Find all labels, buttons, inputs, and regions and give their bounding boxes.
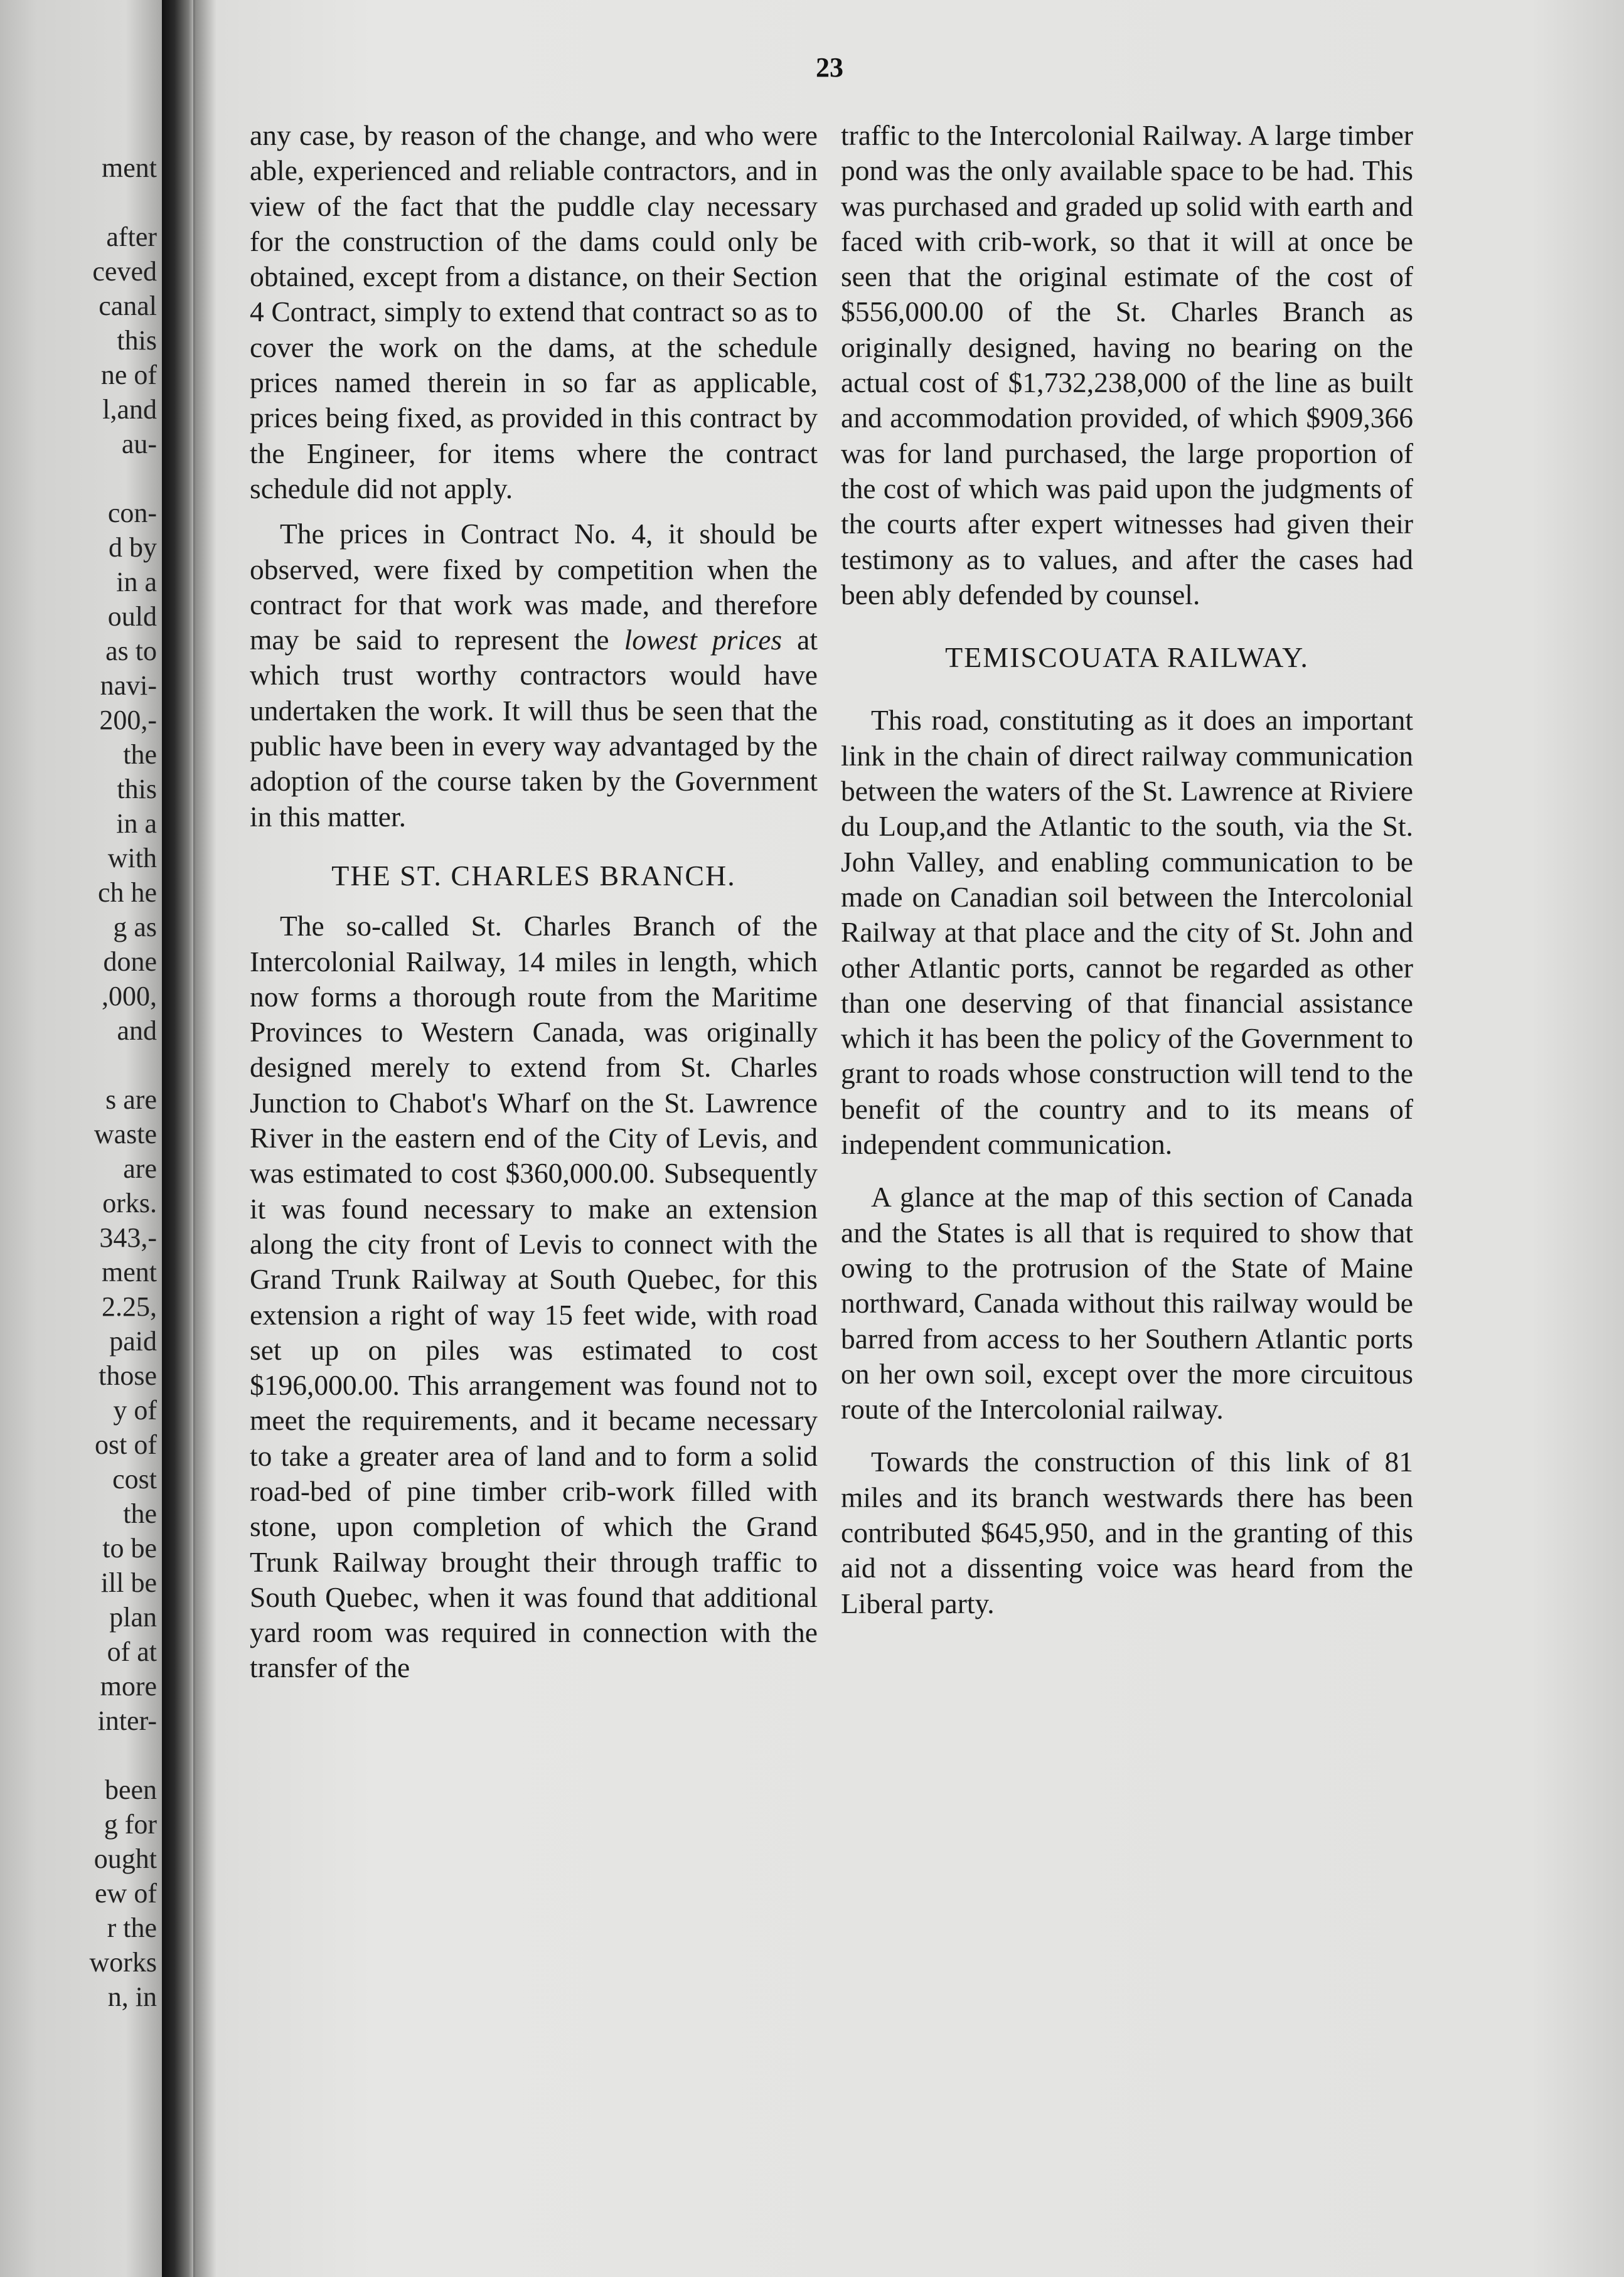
text-run: at which trust worthy contractors would have undertaken the work. It will thus be seen that the public have been in every way advantaged by the adoption of the course taken by the Government in this matter.	[250, 624, 818, 833]
margin-fragment: more	[100, 1671, 157, 1702]
margin-fragment	[0, 185, 157, 220]
margin-fragment: ought	[93, 1843, 157, 1874]
section-heading: TEMISCOUATA RAILWAY.	[945, 641, 1309, 674]
paragraph: A glance at the map of this section of Canada and the States is all that is required to show that owing to the protrusion of the State of Maine northward, Canada without this railway would be barred from access to her Southern Atlantic ports on her own soil, except over the more circuitous route of the Intercolonial railway.	[841, 1181, 1413, 1426]
margin-fragment: 200,-	[99, 705, 157, 735]
margin-fragment: this	[117, 774, 157, 804]
margin-fragment: after	[106, 221, 157, 252]
margin-fragment: to be	[102, 1533, 157, 1564]
italic-text: lowest prices	[624, 624, 783, 656]
margin-fragment: ment	[102, 152, 157, 183]
margin-fragment: y of	[113, 1395, 157, 1426]
margin-fragment: the	[123, 739, 157, 770]
margin-fragment: waste	[93, 1119, 157, 1149]
margin-fragment: and	[117, 1015, 157, 1046]
margin-fragment: with	[107, 843, 157, 873]
book-spine-gutter	[162, 0, 193, 2277]
margin-fragment: paid	[109, 1326, 157, 1357]
margin-fragment: ne of	[100, 360, 157, 390]
margin-fragment	[0, 1738, 157, 1773]
margin-fragment	[0, 461, 157, 496]
paragraph: Towards the construction of this link of 81 miles and its branch westwards there has been contributed $645,950, and in the granting of this aid not a dissenting voice was heard from the Liberal party.	[841, 1446, 1413, 1619]
margin-fragment: ceved	[92, 256, 157, 287]
margin-fragment: ew of	[95, 1878, 157, 1909]
margin-fragment: inter-	[97, 1705, 157, 1736]
margin-fragment: d by	[109, 532, 157, 563]
margin-fragment: works	[89, 1947, 157, 1978]
paragraph: any case, by reason of the change, and who were able, experienced and reliable contractors, and in view of the fact that the puddle clay necessary for the construction of the dams could only be obtained, except from a distance, on their Section 4 Contract, simply to extend that contract so as to cover the work on the dams, at the schedule prices named therein in so far as applicable, prices being fixed, as provided in this contract by the Engineer, for items where the contract schedule did not apply.	[250, 119, 818, 504]
margin-fragment: the	[123, 1498, 157, 1529]
left-column	[250, 118, 818, 1686]
margin-fragment: of at	[107, 1636, 157, 1667]
margin-fragment: orks.	[102, 1188, 157, 1218]
margin-fragment: are	[123, 1153, 157, 1184]
margin-fragment: plan	[109, 1602, 157, 1633]
paragraph: The so-called St. Charles Branch of the Intercolonial Railway, 14 miles in length, which now forms a thorough route from the Maritime Provinces to Western Canada, was originally designed merely to extend from St. Charles Junction to Chabot's Wharf on the St. Lawrence River in the eastern end of the City of Levis, and was estimated to cost $360,000.00. Subsequently it was found necessary to make an extension along the city front of Levis to connect with the Grand Trunk Railway at South Quebec, for this extension a right of way 15 feet wide, with road set up on piles was estimated to cost $196,000.00. This arrangement was found not to meet the requirements, and it became necessary to take a greater area of land and to form a solid road-bed of pine timber crib-work filled with stone, upon completion of which the Grand Trunk Railway brought their through traffic to South Quebec, when it was found that additional yard room was required in connection with the transfer of the	[250, 910, 818, 1684]
page-number: 23	[816, 52, 843, 83]
margin-fragment: navi-	[100, 670, 157, 701]
margin-fragment: those	[99, 1360, 157, 1391]
margin-fragment	[0, 1048, 157, 1082]
margin-fragment: ost of	[95, 1429, 157, 1460]
margin-fragment: g as	[113, 912, 157, 942]
margin-fragment: done	[103, 946, 157, 977]
right-column	[841, 118, 1413, 1621]
margin-fragment: 2.25,	[102, 1291, 157, 1322]
paragraph: traffic to the Intercolonial Railway. A large timber pond was the only available space to be had. This was purchased and graded up solid with earth and faced with crib-work, so that it will at once be seen that the original estimate of the cost of $556,000.00 of the St. Charles Branch as originally designed, having no bearing on the actual cost of $1,732,238,000 of the line as built and accommodation provided, of which $909,366 was for land purchased, the large proportion of the cost of which was paid upon the judgments of the courts after expert witnesses had given their testimony as to values, and after the cases had been ably defended by counsel.	[841, 119, 1413, 611]
margin-fragment: r the	[107, 1912, 157, 1943]
margin-fragment: ould	[107, 601, 157, 632]
margin-fragment: ill be	[100, 1567, 157, 1598]
margin-fragment: in a	[116, 567, 157, 597]
margin-fragment: l,and	[102, 394, 157, 425]
margin-fragment: s are	[105, 1084, 157, 1115]
margin-fragment: as to	[105, 636, 157, 666]
margin-fragment: ch he	[97, 877, 157, 908]
margin-fragment: au-	[121, 429, 157, 459]
margin-fragment: canal	[99, 291, 157, 321]
paragraph: This road, constituting as it does an important link in the chain of direct railway communication between the waters of the St. Lawrence at Riviere du Loup,and the Atlantic to the south, via the St. John Valley, and enabling communication to be made on Canadian soil between the Intercolonial Railway at that place and the city of St. John and other Atlantic ports, cannot be regarded as other than one deserving of that financial assistance which it has been the policy of the Government to grant to roads whose construction will tend to the benefit of the country and to its means of independent communication.	[841, 704, 1413, 1161]
previous-page-margin-text	[0, 151, 157, 2033]
text-run: The prices in Contract No. 4, it should be observed, were fixed by competition when the contract for that work was made, and therefore may be said to represent the	[250, 518, 818, 656]
paragraph	[250, 516, 818, 835]
margin-fragment: cost	[112, 1464, 157, 1495]
margin-fragment: in a	[116, 808, 157, 839]
margin-fragment: 343,-	[99, 1222, 157, 1253]
section-heading: THE ST. CHARLES BRANCH.	[331, 859, 736, 892]
margin-fragment: g for	[104, 1809, 157, 1840]
margin-fragment: ment	[102, 1257, 157, 1288]
margin-fragment: con-	[107, 498, 157, 528]
margin-fragment: ,000,	[102, 981, 157, 1011]
margin-fragment: been	[104, 1774, 157, 1805]
margin-fragment: this	[117, 325, 157, 356]
margin-fragment: n, in	[107, 1981, 157, 2012]
